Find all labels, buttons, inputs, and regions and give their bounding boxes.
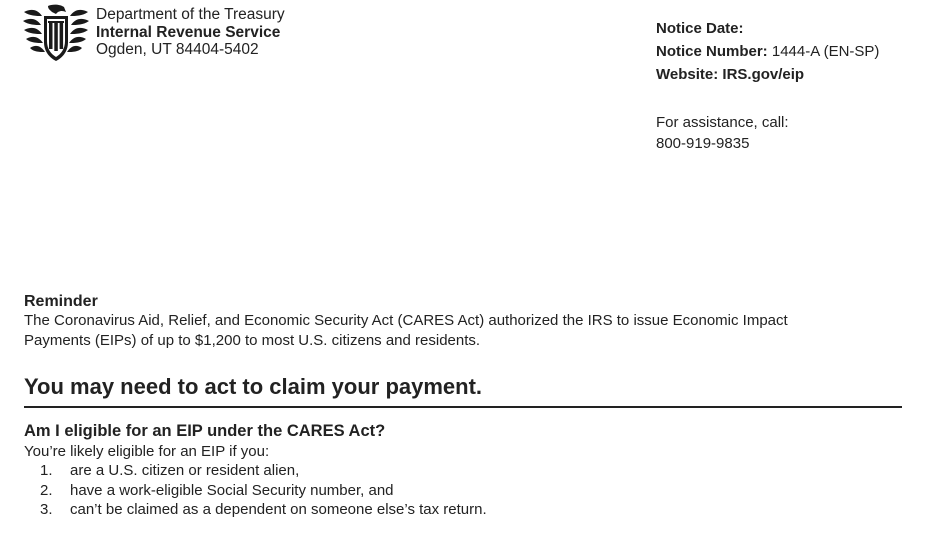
notice-number-label: Notice Number: <box>656 43 768 60</box>
eligibility-intro: You’re likely eligible for an EIP if you: <box>24 443 270 460</box>
agency-address-block <box>96 6 285 59</box>
assistance-label: For assistance, call: <box>656 114 789 131</box>
notice-date-label: Notice Date: <box>656 20 744 37</box>
agency-name: Internal Revenue Service <box>96 23 281 41</box>
list-item-number: 1. <box>40 462 53 479</box>
list-item-text: are a U.S. citizen or resident alien, <box>70 462 300 479</box>
list-item-number: 2. <box>40 481 53 499</box>
section-divider <box>24 406 902 408</box>
department-name: Department of the Treasury <box>96 6 285 23</box>
assistance-phone: 800-919-9835 <box>656 135 750 152</box>
list-item <box>24 500 904 520</box>
page-headline: You may need to act to claim your payment. <box>24 374 483 399</box>
list-item <box>24 481 904 501</box>
notice-number-row <box>656 40 879 63</box>
agency-address: Ogden, UT 84404-5402 <box>96 41 259 58</box>
reminder-line-1: The Coronavirus Aid, Relief, and Economic Security Act (CARES Act) authorized the IRS to issue Economic Impact <box>24 312 788 329</box>
notice-date-row <box>656 17 879 40</box>
eligibility-list <box>24 461 904 520</box>
eligibility-heading: Am I eligible for an EIP under the CARES Act? <box>24 422 386 440</box>
website-row <box>656 63 879 86</box>
list-item <box>24 461 904 481</box>
eligibility-section <box>24 421 904 520</box>
list-item-text: can’t be claimed as a dependent on someone else’s tax return. <box>70 501 487 518</box>
list-item-number: 3. <box>40 501 53 518</box>
reminder-section <box>24 292 904 350</box>
reminder-heading: Reminder <box>24 293 98 310</box>
website-label: Website: <box>656 66 719 83</box>
notice-info-block <box>656 17 879 86</box>
notice-number-value: 1444-A (EN-SP) <box>771 43 880 60</box>
list-item-text: have a work-eligible Social Security number, and <box>70 481 394 499</box>
reminder-line-2: Payments (EIPs) of up to $1,200 to most U.S. citizens and residents. <box>24 331 481 349</box>
website-link[interactable]: IRS.gov/eip <box>722 66 805 83</box>
irs-eagle-logo-icon <box>22 4 90 62</box>
assistance-block <box>656 112 789 154</box>
